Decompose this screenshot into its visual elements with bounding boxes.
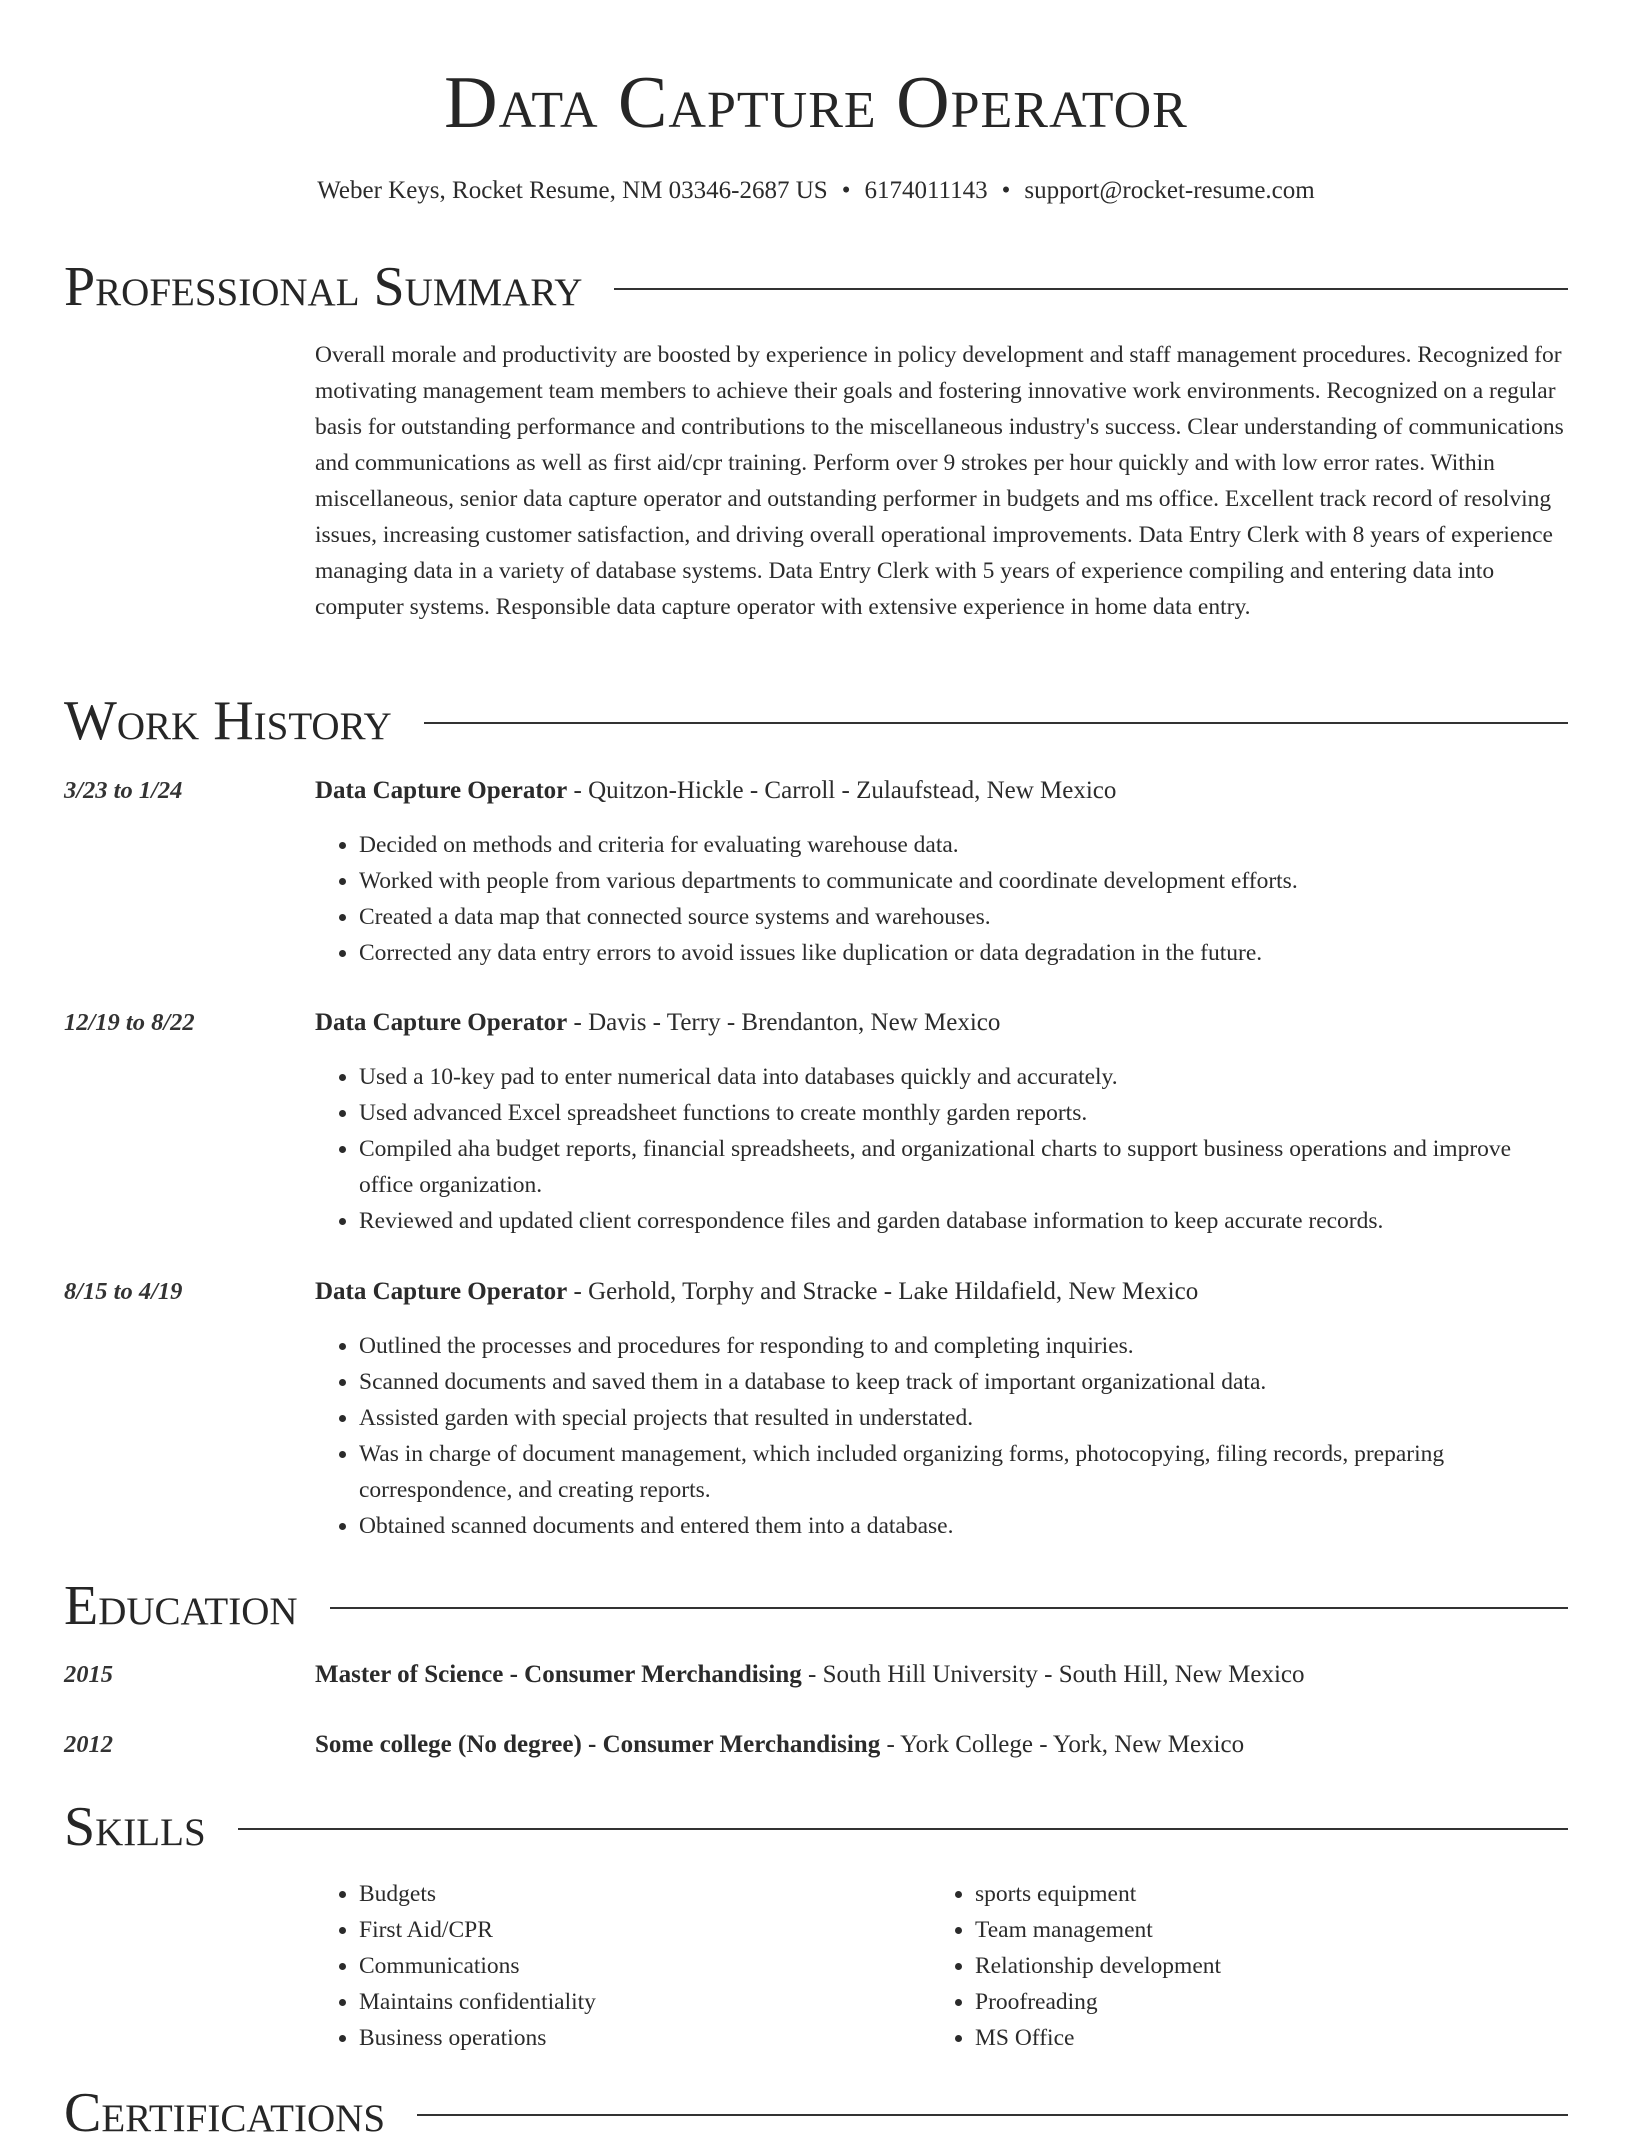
contact-email: support@rocket-resume.com [1024, 177, 1315, 204]
job-title: Data Capture Operator [315, 1278, 568, 1305]
list-item: • Corrected any data entry errors to avoid issues like duplication or data degradation in the future. [359, 935, 1568, 971]
education-entry [315, 1657, 1568, 1693]
section-header-work-history [64, 686, 1568, 756]
job-bullet-list [315, 1059, 1568, 1239]
section-title: Professional Summary [64, 256, 583, 318]
job-dates: 3/23 to 1/24 [64, 777, 183, 804]
skills-list-right [931, 1876, 1575, 2056]
list-item: • Assisted garden with special projects that resulted in understated. [359, 1400, 1568, 1436]
section-divider [238, 1828, 1568, 1830]
summary-text: Overall morale and productivity are boosted by experience in policy development and staff management procedures. Recognized for motivating management team members to achieve their goals and fostering innovative work environments. Recognized on a regular basis for outstanding performance and contributions to the miscellaneous industry's success. Clear understanding of communications and communications as well as first aid/cpr training. Perform over 9 strokes per hour quickly and with low error rates. Within miscellaneous, senior data capture operator and outstanding performer in budgets and ms office. Excellent track record of resolving issues, increasing customer satisfaction, and driving overall operational improvements. Data Entry Clerk with 8 years of experience managing data in a variety of database systems. Data Entry Clerk with 5 years of experience compiling and entering data into computer systems. Responsible data capture operator with extensive experience in home data entry. [315, 342, 1564, 620]
job-employer: - Quitzon-Hickle - Carroll - Zulaufstead, New Mexico [567, 777, 1117, 804]
job-bullet-list [315, 827, 1568, 971]
education-entry [315, 1727, 1568, 1763]
education-year: 2015 [64, 1661, 113, 1688]
skill-item: • First Aid/CPR [359, 1912, 919, 1948]
section-title: Work History [64, 690, 392, 752]
job-title: Data Capture Operator [315, 1009, 568, 1036]
section-header-education [64, 1571, 1568, 1641]
education-school: - South Hill University - South Hill, New Mexico [801, 1661, 1305, 1688]
list-item: • Obtained scanned documents and entered them into a database. [359, 1508, 1568, 1544]
job-heading [315, 773, 1568, 809]
section-divider [417, 2114, 1568, 2116]
job-bullet-list [315, 1328, 1568, 1544]
section-header-skills [64, 1792, 1568, 1862]
list-item: • Created a data map that connected source systems and warehouses. [359, 899, 1568, 935]
resume-name: Data Capture Operator [444, 62, 1188, 144]
contact-separator: • [1001, 177, 1011, 204]
list-item: • Reviewed and updated client correspondence files and garden database information to keep accurate records. [359, 1203, 1568, 1239]
section-header-certifications [64, 2078, 1568, 2148]
list-item: • Worked with people from various departments to communicate and coordinate development efforts. [359, 863, 1568, 899]
job-dates: 8/15 to 4/19 [64, 1278, 183, 1305]
job-title: Data Capture Operator [315, 777, 568, 804]
job-heading [315, 1005, 1568, 1041]
list-item: • Scanned documents and saved them in a database to keep track of important organizational data. [359, 1364, 1568, 1400]
skill-item: • sports equipment [975, 1876, 1575, 1912]
skill-item: • Business operations [359, 2020, 919, 2056]
job-heading [315, 1274, 1568, 1310]
job-employer: - Davis - Terry - Brendanton, New Mexico [567, 1009, 1001, 1036]
skill-item: • Maintains confidentiality [359, 1984, 919, 2020]
contact-separator: • [841, 177, 851, 204]
contact-phone: 6174011143 [864, 177, 988, 204]
contact-line [0, 173, 1632, 209]
list-item: • Decided on methods and criteria for evaluating warehouse data. [359, 827, 1568, 863]
skill-item: • MS Office [975, 2020, 1575, 2056]
section-title: Education [64, 1575, 298, 1637]
list-item: • Compiled aha budget reports, financial spreadsheets, and organizational charts to support business operations and improve office organization. [359, 1131, 1568, 1203]
section-divider [330, 1607, 1568, 1609]
skill-item: • Communications [359, 1948, 919, 1984]
skills-list-left [315, 1876, 919, 2056]
section-header-summary [64, 252, 1568, 322]
list-item: • Used advanced Excel spreadsheet functions to create monthly garden reports. [359, 1095, 1568, 1131]
contact-address: Weber Keys, Rocket Resume, NM 03346-2687 US [317, 177, 828, 204]
list-item: • Outlined the processes and procedures for responding to and completing inquiries. [359, 1328, 1568, 1364]
section-title: Skills [64, 1796, 206, 1858]
education-year: 2012 [64, 1731, 113, 1758]
section-divider [614, 288, 1568, 290]
skill-item: • Budgets [359, 1876, 919, 1912]
list-item: • Was in charge of document management, which included organizing forms, photocopying, filing records, preparing correspondence, and creating reports. [359, 1436, 1568, 1508]
list-item: • Used a 10-key pad to enter numerical data into databases quickly and accurately. [359, 1059, 1568, 1095]
skill-item: • Team management [975, 1912, 1575, 1948]
education-school: - York College - York, New Mexico [880, 1731, 1245, 1758]
job-employer: - Gerhold, Torphy and Stracke - Lake Hildafield, New Mexico [567, 1278, 1199, 1305]
skill-item: • Relationship development [975, 1948, 1575, 1984]
section-divider [424, 722, 1568, 724]
skill-item: • Proofreading [975, 1984, 1575, 2020]
education-degree: Some college (No degree) - Consumer Merchandising [315, 1731, 881, 1758]
job-dates: 12/19 to 8/22 [64, 1009, 195, 1036]
education-degree: Master of Science - Consumer Merchandising [315, 1661, 802, 1688]
section-title: Certifications [64, 2082, 386, 2144]
